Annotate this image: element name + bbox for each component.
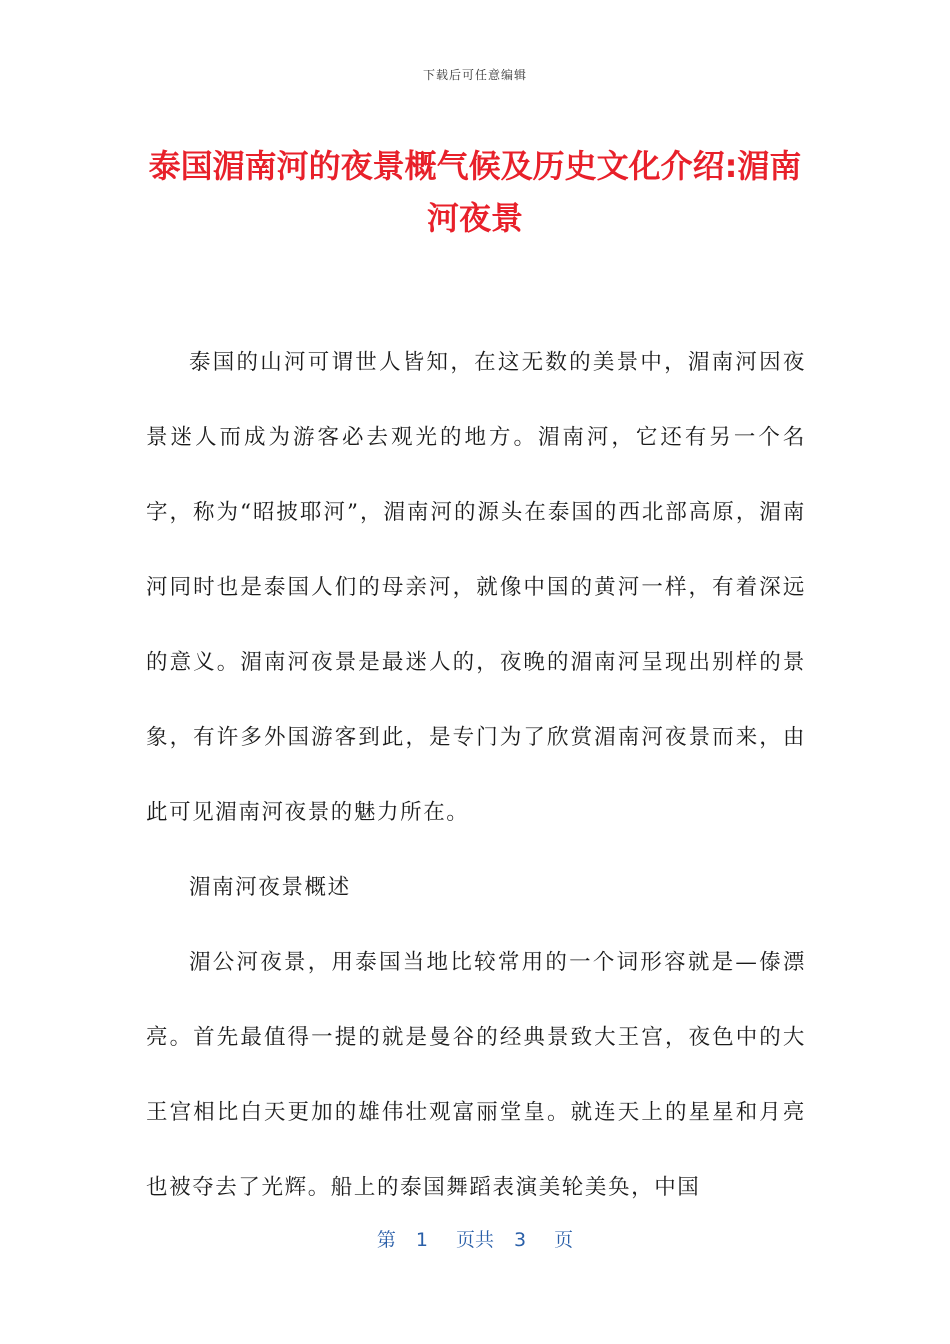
footer-total-pages: 3: [514, 1229, 527, 1251]
footer-prefix: 第: [376, 1229, 396, 1251]
footer-suffix: 页: [554, 1229, 574, 1251]
page-header-note: 下载后可任意编辑: [422, 68, 527, 82]
section-heading-overview: 湄南河夜景概述: [189, 875, 351, 900]
overview-paragraph: 湄公河夜景，用泰国当地比较常用的一个词形容就是—傣漂亮。首先最值得一提的就是曼谷的经典景致大王宫，夜色中的大王宫相比白天更加的雄伟壮观富丽堂皇。就连天上的星星和月亮也被夺去了光辉。船上的泰国舞蹈表演美轮美奂，中国: [146, 950, 806, 1200]
intro-paragraph: 泰国的山河可谓世人皆知，在这无数的美景中，湄南河因夜景迷人而成为游客必去观光的地方。湄南河，它还有另一个名字，称为“昭披耶河”，湄南河的源头在泰国的西北部高原，湄南河同时也是泰国人们的母亲河，就像中国的黄河一样，有着深远的意义。湄南河夜景是最迷人的，夜晚的湄南河呈现出别样的景象，有许多外国游客到此，是专门为了欣赏湄南河夜景而来，由此可见湄南河夜景的魅力所在。: [146, 350, 806, 825]
document-body: [146, 325, 806, 1225]
footer-current-page: 1: [415, 1229, 428, 1251]
document-title: 泰国湄南河的夜景概气候及历史文化介绍:湄南河夜景: [148, 147, 802, 237]
page-footer: [0, 1225, 950, 1252]
footer-middle: 页共: [455, 1229, 494, 1251]
